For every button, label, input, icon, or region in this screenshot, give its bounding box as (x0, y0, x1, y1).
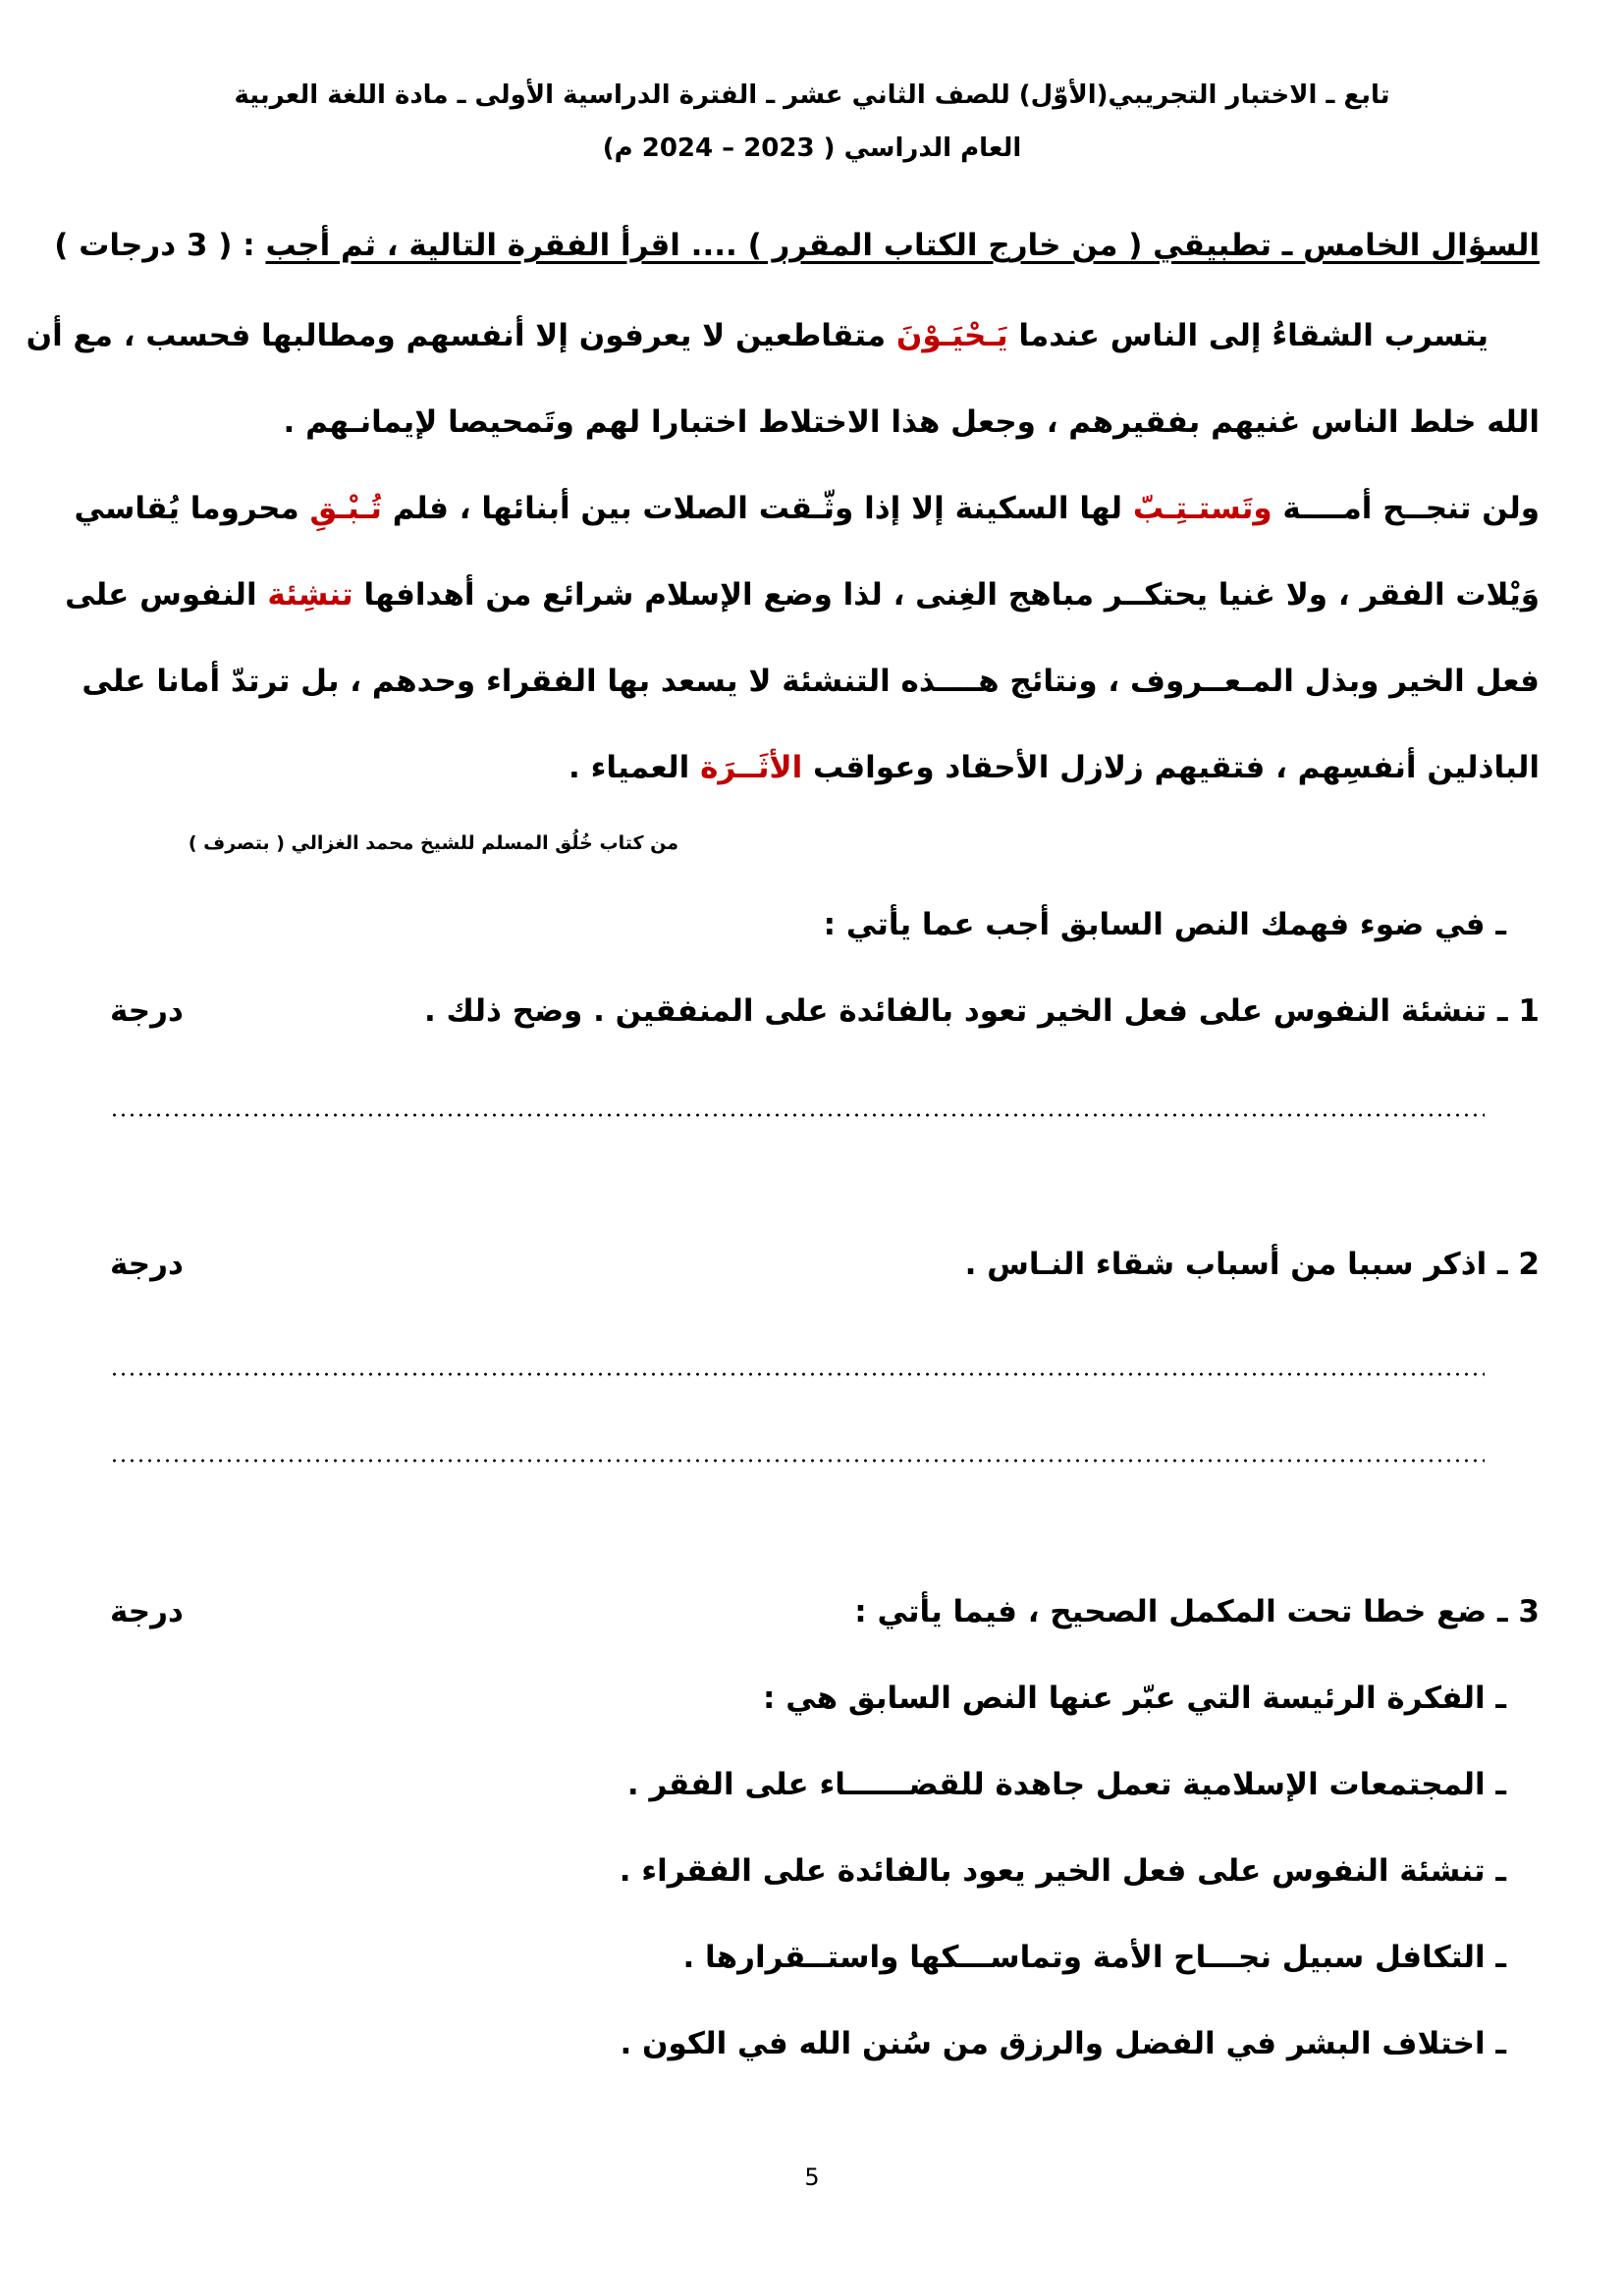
question-item-1: 1 ـ تنشئة النفوس على فعل الخير تعود بالفائدة على المنفقين . وضح ذلك . (423, 993, 1540, 1029)
question-title (54, 228, 1540, 263)
highlight-word: تُـبْـقِ (309, 491, 382, 526)
page-number: 5 (804, 2163, 820, 2191)
mcq-option-4[interactable]: ـ اختلاف البشر في الفضل والرزق من سُنن الله في الكون . (620, 2026, 1506, 2061)
answer-line-1[interactable] (110, 1113, 1485, 1117)
exam-header-year: العام الدراسي ( 2023 – 2024 م) (602, 133, 1022, 163)
passage-line-4: وَيْلات الفقر ، ولا غنيا يحتكــر مباهج الغِنى ، لذا وضع الإسلام شرائع من أهدافها تنشِئة النفوس على (65, 577, 1540, 613)
passage-line-2: الله خلط الناس غنيهم بفقيرهم ، وجعل هذا الاختلاط اختبارا لهم وتَمحيصا لإيمانـهم . (283, 404, 1540, 440)
question-title-text: السؤال الخامس ـ تطبيقي ( من خارج الكتاب المقرر ) .... اقرأ الفقرة التالية ، ثم أجب (265, 228, 1540, 263)
passage-line-1: يتسرب الشقاءُ إلى الناس عندما يَـحْيَـوْنَ متقاطعين لا يعرفون إلا أنفسهم ومطالبها فحسب ، مع أن (26, 318, 1489, 353)
passage-line-6: الباذلين أنفسِهم ، فتقيهم زلازل الأحقاد وعواقب الأثَــرَة العمياء . (568, 750, 1540, 785)
mcq-option-2[interactable]: ـ تنشئة النفوس على فعل الخير يعود بالفائدة على الفقراء . (619, 1853, 1506, 1889)
highlight-word: يَـحْيَـوْنَ (895, 318, 1008, 353)
passage-line-5: فعل الخير وبذل المـعــروف ، ونتائج هــــذه التنشئة لا يسعد بها الفقراء وحدهم ، بل ترتدّ أمانا على (81, 664, 1540, 699)
grade-label-2: درجة (110, 1247, 184, 1282)
question-item-3: 3 ـ ضع خطا تحت المكمل الصحيح ، فيما يأتي : (854, 1594, 1540, 1629)
instruction: ـ في ضوء فهمك النص السابق أجب عما يأتي : (823, 907, 1506, 942)
passage-line-3: ولن تنجــح أمــــة وتَستـتِـبّ لها السكينة إلا إذا وثّـقت الصلات بين أبنائها ، فلم تُـبْـقِ محروما يُقاسي (74, 491, 1540, 526)
question-item-2: 2 ـ اذكر سببا من أسباب شقاء النـاس . (964, 1247, 1540, 1282)
answer-line-2a[interactable] (110, 1372, 1485, 1376)
grade-label-1: درجة (110, 993, 184, 1029)
question-marks: : ( 3 درجات ) (54, 228, 266, 263)
mcq-stem: ـ الفكرة الرئيسة التي عبّر عنها النص السابق هي : (763, 1681, 1506, 1716)
exam-header-title: تابع ـ الاختبار التجريبي(الأوّل) للصف الثاني عشر ـ الفترة الدراسية الأولى ـ مادة اللغة العربية (234, 80, 1390, 110)
mcq-option-1[interactable]: ـ المجتمعات الإسلامية تعمل جاهدة للقضــــــاء على الفقر . (626, 1767, 1506, 1802)
highlight-word: وتَستـتِـبّ (1132, 491, 1272, 526)
mcq-option-3[interactable]: ـ التكافل سبيل نجـــاح الأمة وتماســـكها واستــقرارها . (682, 1940, 1506, 1975)
grade-label-3: درجة (110, 1594, 184, 1629)
passage-source: من كتاب خُلُق المسلم للشيخ محمد الغزالي ( بتصرف ) (188, 832, 678, 854)
highlight-word: الأثَــرَة (700, 750, 803, 785)
answer-line-2b[interactable] (110, 1459, 1485, 1463)
highlight-word: تنشِئة (267, 577, 353, 613)
